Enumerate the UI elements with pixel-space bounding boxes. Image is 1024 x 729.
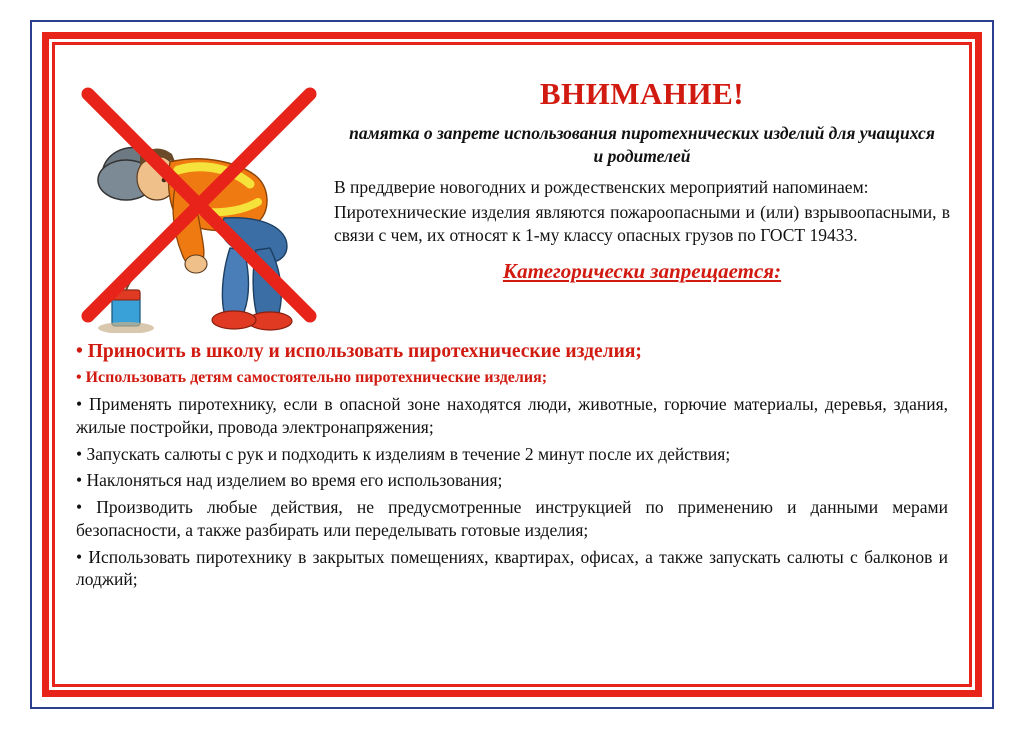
list-item: • Запускать салюты с рук и подходить к изделиям в течение 2 минут после их действия; <box>76 443 731 464</box>
list-item: • Применять пиротехнику, если в опасной зоне находятся люди, животные, горючие материалы, деревья, здания, жилые постройки, провода электронапряжения; <box>76 394 948 437</box>
illustration-man-bending-over-firework <box>74 58 324 333</box>
list-item: • Производить любые действия, не предусмотренные инструкцией по применению и данными мерами безопасности, а также разбирать или переделывать готовые изделия; <box>76 497 948 540</box>
forbidden-items-list <box>74 339 950 591</box>
poster-content <box>60 50 964 679</box>
page-title: ВНИМАНИЕ! <box>539 76 745 111</box>
intro-paragraph-2: Пиротехнические изделия являются пожароопасными и (или) взрывоопасными, в связи с чем, их относят к 1-му классу опасных грузов по ГОСТ 19433. <box>334 201 950 245</box>
red-cross-overlay <box>88 94 310 316</box>
list-item: • Наклоняться над изделием во время его использования; <box>76 470 503 491</box>
top-section <box>74 58 950 333</box>
list-item: • Использовать детям самостоятельно пиротехнические изделия; <box>76 369 548 387</box>
header-text-block <box>330 58 950 290</box>
figure-group <box>98 148 292 333</box>
list-item: • Использовать пиротехнику в закрытых помещениях, квартирах, офисах, а также запускать салюты с балконов и лоджий; <box>76 546 948 590</box>
forbidden-section-title: Категорически запрещается: <box>502 258 782 283</box>
illustration-svg <box>74 58 324 333</box>
list-item: • Приносить в школу и использовать пиротехнические изделия; <box>76 341 642 362</box>
intro-paragraph-1: В преддверие новогодних и рождественских мероприятий напоминаем: <box>334 176 869 197</box>
page-subtitle: памятка о запрете использования пиротехнических изделий для учащихся и родителей <box>349 123 935 166</box>
